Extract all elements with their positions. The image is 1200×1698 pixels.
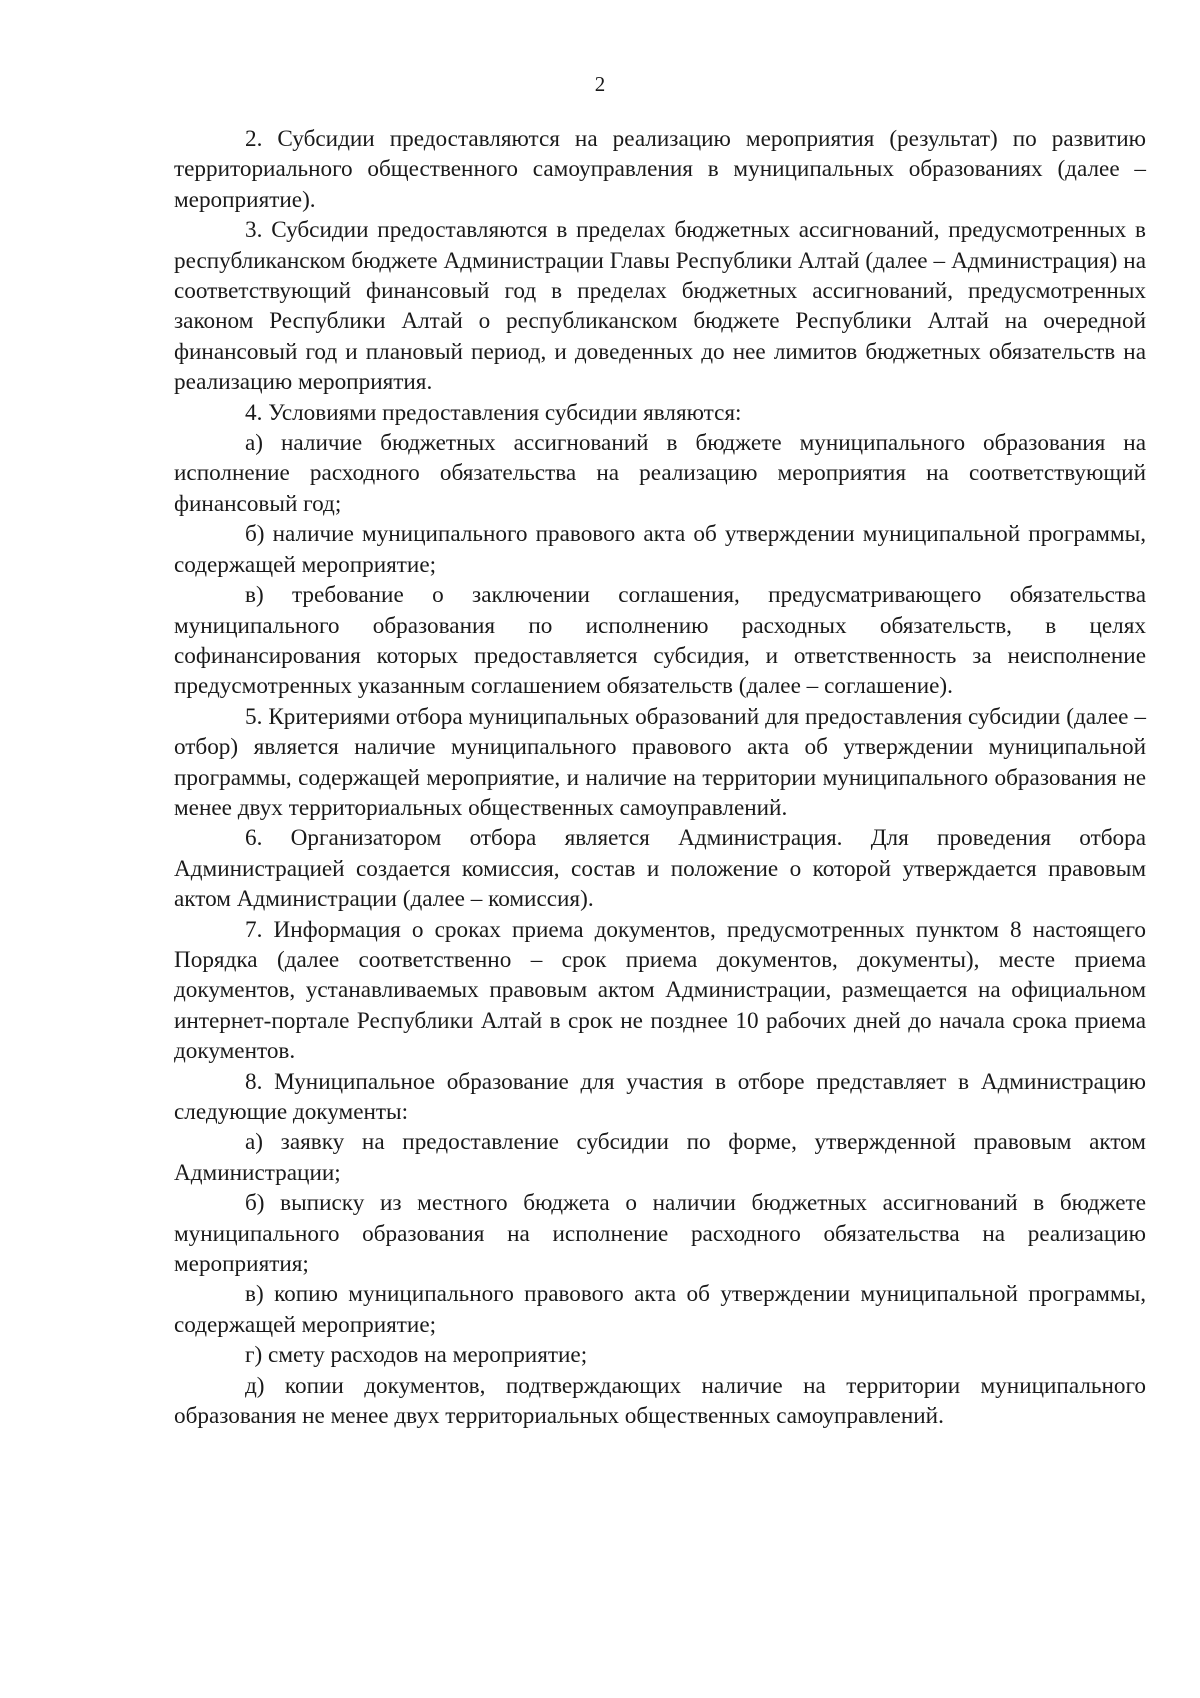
paragraph-4b: б) наличие муниципального правового акта об утверждении муниципальной программы, содержащей мероприятие; <box>174 521 1146 578</box>
page-number: 2 <box>594 72 606 96</box>
paragraph-7: 7. Информация о сроках приема документов, предусмотренных пунктом 8 настоящего Порядка (далее соответственно – срок приема документов, документы), месте приема документов, устанавливаемых правовым актом Администрации, размещается на официальном интернет-портале Республики Алтай в срок не позднее 10 рабочих дней до начала срока приема документов. <box>174 916 1146 1065</box>
document-body <box>174 124 1146 1431</box>
paragraph-8d: д) копии документов, подтверждающих наличие на территории муниципального образования не менее двух территориальных общественных самоуправлений. <box>174 1372 1146 1430</box>
paragraph-8a: а) заявку на предоставление субсидии по форме, утвержденной правовым актом Администрации; <box>174 1129 1146 1186</box>
paragraph-3: 3. Субсидии предоставляются в пределах бюджетных ассигнований, предусмотренных в республиканском бюджете Администрации Главы Республики Алтай (далее – Администрация) на соответствующий финансовый год в пределах бюджетных ассигнований, предусмотренных законом Республики Алтай о республиканском бюджете Республики Алтай на очередной финансовый год и плановый период, и доведенных до нее лимитов бюджетных обязательств на реализацию мероприятия. <box>174 217 1146 396</box>
paragraph-8b: б) выписку из местного бюджета о наличии бюджетных ассигнований в бюджете муниципального образования на исполнение расходного обязательства на реализацию мероприятия; <box>174 1190 1146 1278</box>
paragraph-5: 5. Критериями отбора муниципальных образований для предоставления субсидии (далее – отбор) является наличие муниципального правового акта об утверждении муниципальной программы, содержащей мероприятие, и наличие на территории муниципального образования не менее двух территориальных общественных самоуправлений. <box>174 703 1146 821</box>
paragraph-8v: в) копию муниципального правового акта об утверждении муниципальной программы, содержащей мероприятие; <box>174 1281 1146 1338</box>
paragraph-4a: а) наличие бюджетных ассигнований в бюджете муниципального образования на исполнение расходного обязательства на реализацию мероприятия на соответствующий финансовый год; <box>174 430 1146 517</box>
paragraph-2: 2. Субсидии предоставляются на реализацию мероприятия (результат) по развитию территориального общественного самоуправления в муниципальных образованиях (далее – мероприятие). <box>174 126 1146 213</box>
paragraph-8: 8. Муниципальное образование для участия в отборе представляет в Администрацию следующие документы: <box>174 1068 1146 1125</box>
paragraph-6: 6. Организатором отбора является Администрация. Для проведения отбора Администрацией создается комиссия, состав и положение о которой утверждается правовым актом Администрации (далее – комиссия). <box>174 825 1146 913</box>
paragraph-8g: г) смету расходов на мероприятие; <box>245 1342 588 1369</box>
paragraph-4v: в) требование о заключении соглашения, предусматривающего обязательства муниципального образования по исполнению расходных обязательств, в целях софинансирования которых предоставляется субсидия, и ответственность за неисполнение предусмотренных указанным соглашением обязательств (далее – соглашение). <box>174 582 1146 700</box>
paragraph-4: 4. Условиями предоставления субсидии являются: <box>245 399 742 426</box>
